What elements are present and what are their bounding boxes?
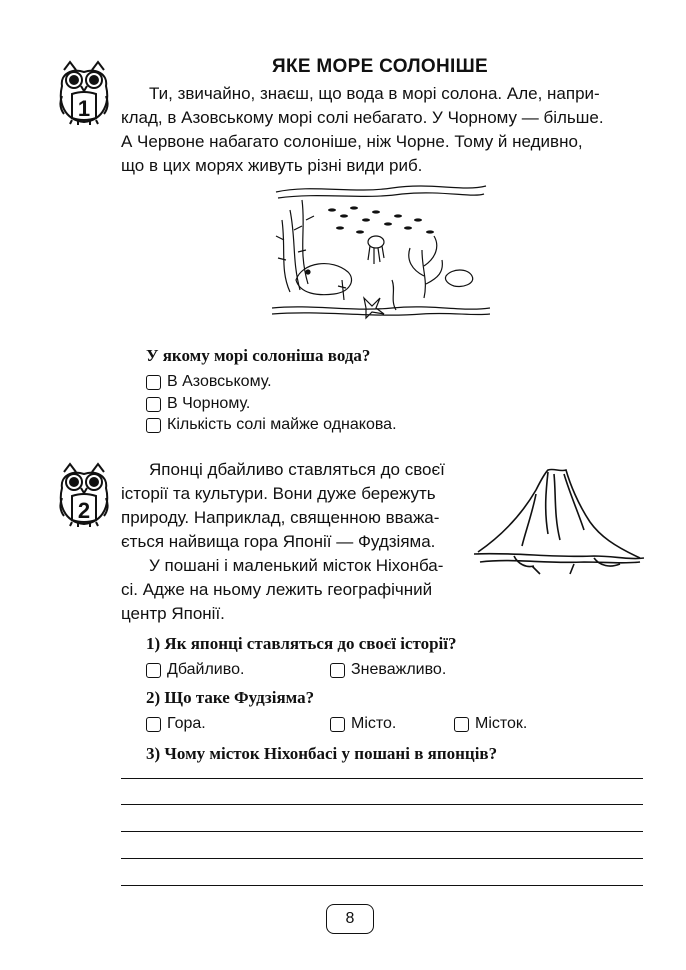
answer-option[interactable] xyxy=(330,661,446,679)
option-label: В Азовському. xyxy=(167,373,272,390)
answer-option[interactable] xyxy=(146,661,244,679)
paragraph-line: Японці дбайливо ставляться до своєї xyxy=(149,460,445,479)
answer-line[interactable] xyxy=(121,778,643,779)
option-label: Зневажливо. xyxy=(351,661,447,678)
owl-number-badge-2 xyxy=(58,462,110,528)
answer-option[interactable] xyxy=(330,715,396,733)
paragraph-line: У пошані і маленький місток Ніхонба- xyxy=(149,556,444,575)
option-label: Кількість солі майже однакова. xyxy=(167,416,397,433)
owl-badge-number: 1 xyxy=(77,96,91,121)
answer-option[interactable] xyxy=(146,395,250,413)
option-label: Гора. xyxy=(167,715,206,732)
answer-line[interactable] xyxy=(121,831,643,832)
paragraph-line: що в цих морях живуть різні види риб. xyxy=(121,156,423,175)
question-2: 2) Що таке Фудзіяма? xyxy=(146,688,315,707)
answer-line[interactable] xyxy=(121,885,643,886)
paragraph-line: Ти, звичайно, знаєш, що вода в морі солона. Але, напри- xyxy=(149,84,600,103)
option-label: Дбайливо. xyxy=(167,661,245,678)
section-title: ЯКЕ МОРЕ СОЛОНІШЕ xyxy=(272,56,488,77)
checkbox[interactable] xyxy=(146,717,161,732)
paragraph-line: сі. Адже на ньому лежить географічний xyxy=(121,580,433,599)
paragraph-line: ється найвища гора Японії — Фудзіяма. xyxy=(121,532,436,551)
paragraph-line: клад, в Азовському морі солі небагато. У Чорному — більше. xyxy=(121,108,604,127)
checkbox[interactable] xyxy=(330,717,345,732)
answer-line[interactable] xyxy=(121,804,643,805)
paragraph-line: А Червоне набагато солоніше, ніж Чорне. Тому й недивно, xyxy=(121,132,583,151)
answer-option[interactable] xyxy=(146,373,272,391)
paragraph-line: центр Японії. xyxy=(121,604,225,623)
answer-option[interactable] xyxy=(146,715,206,733)
checkbox[interactable] xyxy=(146,418,161,433)
section1-paragraph xyxy=(121,82,643,178)
checkbox[interactable] xyxy=(146,397,161,412)
answer-line[interactable] xyxy=(121,858,643,859)
owl-number-badge-1 xyxy=(58,60,110,126)
option-label: В Чорному. xyxy=(167,395,251,412)
underwater-illustration xyxy=(272,180,490,320)
option-label: Місток. xyxy=(475,715,528,732)
section1-question: У якому морі солоніша вода? xyxy=(146,346,371,365)
mountain-illustration xyxy=(474,464,644,584)
paragraph-line: природу. Наприклад, священною вважа- xyxy=(121,508,440,527)
answer-option[interactable] xyxy=(454,715,527,733)
option-label: Місто. xyxy=(351,715,397,732)
answer-option[interactable] xyxy=(146,416,397,434)
checkbox[interactable] xyxy=(146,663,161,678)
checkbox[interactable] xyxy=(454,717,469,732)
owl-badge-number: 2 xyxy=(77,498,91,523)
checkbox[interactable] xyxy=(330,663,345,678)
paragraph-line: історії та культури. Вони дуже бережуть xyxy=(121,484,436,503)
checkbox[interactable] xyxy=(146,375,161,390)
page-number: 8 xyxy=(326,904,374,934)
question-1: 1) Як японці ставляться до своєї історії? xyxy=(146,634,457,653)
section2-paragraph xyxy=(121,458,471,626)
question-3: 3) Чому місток Ніхонбасі у пошані в японців? xyxy=(146,744,498,763)
